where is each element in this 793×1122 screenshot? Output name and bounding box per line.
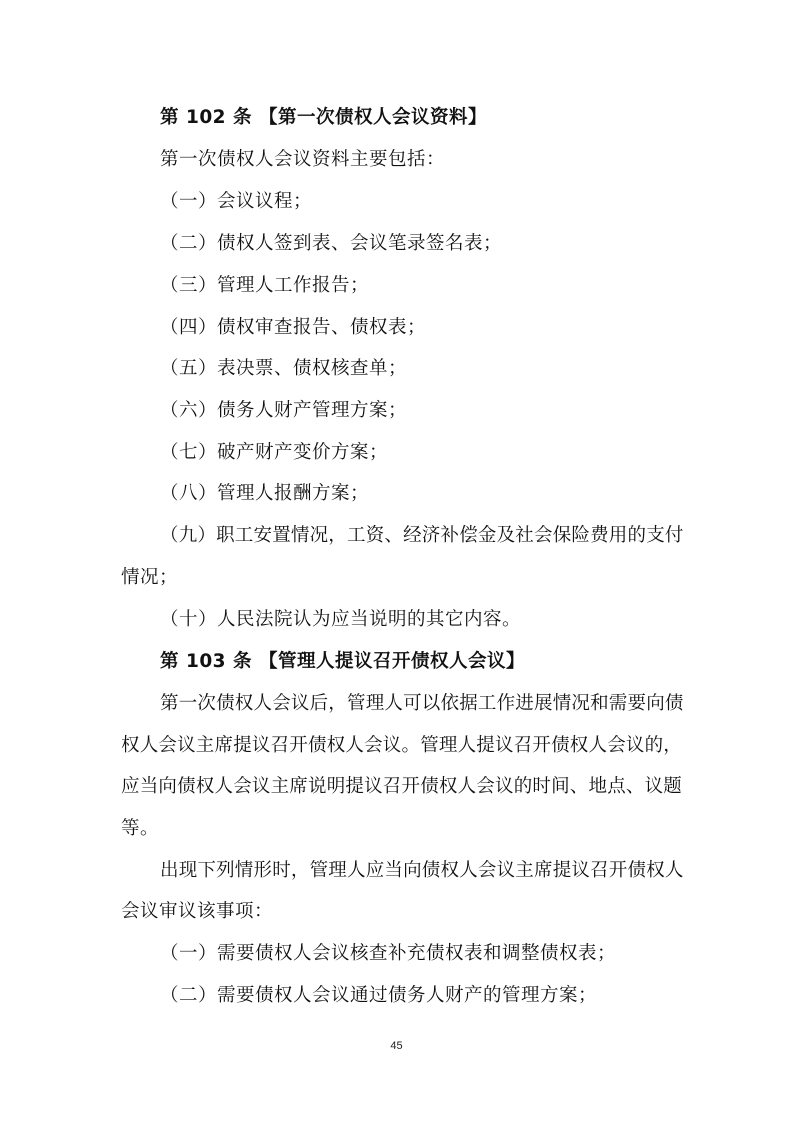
- article-103-para1-line: 等。: [121, 818, 160, 839]
- article-102-item: （四）债权审查报告、债权表；: [160, 317, 427, 338]
- article-102-heading: 第 102 条 【第一次债权人会议资料】: [160, 107, 487, 128]
- article-102-item-10: （十）人民法院认为应当说明的其它内容。: [160, 609, 522, 630]
- article-103-item: （二）需要债权人会议通过债务人财产的管理方案；: [160, 985, 598, 1006]
- article-103-heading: 第 103 条 【管理人提议召开债权人会议】: [160, 651, 525, 672]
- article-103-para1-line: 第一次债权人会议后，管理人可以依据工作进展情况和需要向债: [160, 693, 684, 714]
- article-103-para2-line: 出现下列情形时，管理人应当向债权人会议主席提议召开债权人: [160, 860, 684, 881]
- article-102-item-9: （九）职工安置情况，工资、经济补偿金及社会保险费用的支付: [160, 525, 684, 546]
- article-102-item: （三）管理人工作报告；: [160, 275, 370, 296]
- article-102-item-9-cont: 情况；: [121, 567, 179, 588]
- article-103-para1-line: 权人会议主席提议召开债权人会议。管理人提议召开债权人会议的，: [121, 735, 683, 756]
- article-102-item: （六）债务人财产管理方案；: [160, 400, 408, 421]
- article-102-intro: 第一次债权人会议资料主要包括：: [160, 149, 446, 170]
- article-102-item: （一）会议议程；: [160, 191, 313, 212]
- article-102-item: （五）表决票、债权核查单；: [160, 358, 408, 379]
- article-102-item: （七）破产财产变价方案；: [160, 442, 389, 463]
- article-103-item: （一）需要债权人会议核查补充债权表和调整债权表；: [160, 943, 617, 964]
- article-103-para1-line: 应当向债权人会议主席说明提议召开债权人会议的时间、地点、议题: [121, 776, 683, 797]
- article-103-para2-line: 会议审议该事项：: [121, 901, 274, 922]
- article-102-item: （八）管理人报酬方案；: [160, 483, 370, 504]
- article-102-item: （二）债权人签到表、会议笔录签名表；: [160, 233, 503, 254]
- page-number: 45: [390, 1040, 403, 1052]
